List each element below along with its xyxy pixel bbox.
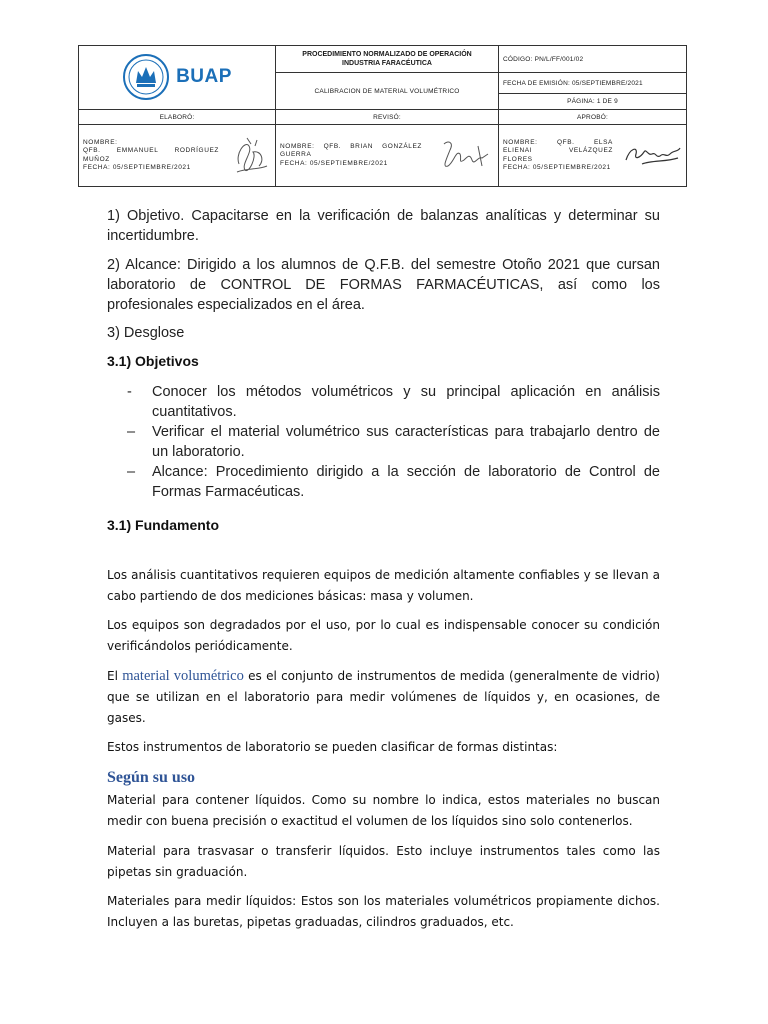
medir-paragraph: Materiales para medir líquidos: Estos son los materiales volumétricos propiamente dichos. Incluyen a las buretas, pipetas graduadas, cilindros graduados, etc. bbox=[107, 894, 660, 929]
fundamento-heading: 3.1) Fundamento bbox=[107, 517, 220, 533]
elaboro-surname-1: RODRÍGUEZ bbox=[174, 147, 219, 154]
bullet-mark: – bbox=[127, 464, 136, 480]
elaboro-title: QFB. bbox=[83, 147, 101, 154]
p3-prefix: El bbox=[107, 669, 123, 683]
reviso-date: FECHA: 05/SEPTIEMBRE/2021 bbox=[280, 159, 388, 167]
subject-cell: CALIBRACION DE MATERIAL VOLUMÉTRICO bbox=[276, 73, 499, 110]
objetivos-list bbox=[107, 382, 660, 502]
aprobo-name-label: NOMBRE: bbox=[503, 138, 538, 146]
aprobo-title: QFB. bbox=[556, 138, 575, 146]
buap-logo bbox=[122, 53, 232, 101]
desglose-heading: 3) Desglose bbox=[107, 325, 185, 341]
fundamento-paragraph-2: Los equipos son degradados por el uso, por lo cual es indispensable conocer su condición verificándolos periódicamente. bbox=[107, 618, 660, 653]
buap-seal-icon bbox=[122, 53, 170, 101]
reviso-name-label: NOMBRE: bbox=[280, 142, 315, 150]
elaboro-name-label: NOMBRE: bbox=[83, 138, 118, 146]
contener-paragraph: Material para contener líquidos. Como su nombre lo indica, estos materiales no buscan medir con buena precisión o exactitud el volumen de los líquidos sino solo contenerlos. bbox=[107, 793, 660, 828]
reviso-first-name: BRIAN bbox=[350, 142, 374, 150]
issue-date-cell: FECHA DE EMISIÓN: 05/SEPTIEMBRE/2021 bbox=[499, 73, 687, 94]
logo-cell bbox=[79, 46, 276, 110]
p3-rest: es el conjunto de instrumentos de medida (generalmente de vidrio) que se utilizan en el laboratorio para medir volúmenes de líquidos y, en ocasiones, de gases. bbox=[107, 669, 660, 725]
material-volumetrico-paragraph bbox=[107, 666, 660, 729]
list-item bbox=[107, 462, 660, 502]
objetivos-heading: 3.1) Objetivos bbox=[107, 353, 199, 369]
elaboro-surname-2: MUÑOZ bbox=[83, 155, 110, 163]
list-item-text: Alcance: Procedimiento dirigido a la sección de laboratorio de Control de Formas Farmacéuticas. bbox=[152, 464, 660, 500]
aprobo-first-name: ELSA bbox=[593, 138, 613, 146]
reviso-surname-1: GONZÁLEZ bbox=[382, 142, 422, 150]
elaboro-label: ELABORÓ: bbox=[79, 110, 276, 125]
reviso-cell bbox=[276, 125, 499, 187]
fundamento-paragraph-1: Los análisis cuantitativos requieren equipos de medición altamente confiables y se llevan a cabo partiendo de dos mediciones básicas: masa y volumen. bbox=[107, 568, 660, 603]
list-item bbox=[107, 422, 660, 462]
bullet-mark: - bbox=[127, 384, 132, 400]
reviso-label: REVISÓ: bbox=[276, 110, 499, 125]
elaboro-first-name: EMMANUEL bbox=[116, 147, 159, 154]
page-number-cell: PÁGINA: 1 DE 9 bbox=[499, 94, 687, 110]
aprobo-surname-1: VELÁZQUEZ bbox=[568, 147, 613, 154]
aprobo-cell bbox=[499, 125, 687, 187]
list-item-text: Verificar el material volumétrico sus características para trabajarlo dentro de un laboratorio. bbox=[152, 424, 660, 460]
reviso-surname-2: GUERRA bbox=[280, 151, 312, 159]
procedure-title-line1: PROCEDIMIENTO NORMALIZADO DE OPERACIÓN bbox=[302, 51, 472, 58]
elaboro-cell bbox=[79, 125, 276, 187]
material-volumetrico-link[interactable]: material volumétrico bbox=[122, 668, 244, 684]
signature-elaboro-icon bbox=[231, 134, 271, 178]
signature-reviso-icon bbox=[438, 136, 494, 176]
code-cell: CÓDIGO: PN/L/FF/001/02 bbox=[499, 46, 687, 73]
reviso-title: QFB. bbox=[323, 142, 342, 150]
procedure-title-line2: INDUSTRIA FARACÉUTICA bbox=[342, 60, 432, 67]
procedure-title-cell bbox=[276, 46, 499, 73]
signature-aprobo-icon bbox=[622, 138, 682, 174]
alcance-paragraph: 2) Alcance: Dirigido a los alumnos de Q.F.B. del semestre Otoño 2021 que cursan laboratorio de CONTROL DE FORMAS FARMACÉUTICAS, así como los profesionales especializados en el área. bbox=[107, 257, 660, 313]
aprobo-surname-2: FLORES bbox=[503, 155, 533, 163]
list-item bbox=[107, 382, 660, 422]
list-item-text: Conocer los métodos volumétricos y su principal aplicación en análisis cuantitativos. bbox=[152, 384, 660, 420]
elaboro-date: FECHA: 05/SEPTIEMBRE/2021 bbox=[83, 164, 191, 171]
clasificacion-paragraph: Estos instrumentos de laboratorio se pueden clasificar de formas distintas: bbox=[107, 740, 558, 754]
segun-su-uso-heading: Según su uso bbox=[107, 769, 196, 786]
bullet-mark: – bbox=[127, 424, 136, 440]
aprobo-date: FECHA: 05/SEPTIEMBRE/2021 bbox=[503, 164, 611, 171]
aprobo-second-name: ELIENAI bbox=[503, 147, 533, 154]
aprobo-label: APROBÓ: bbox=[499, 110, 687, 125]
header-table bbox=[78, 45, 687, 187]
trasvasar-paragraph: Material para trasvasar o transferir líquidos. Esto incluye instrumentos tales como las pipetas sin graduación. bbox=[107, 844, 660, 879]
objetivo-paragraph: 1) Objetivo. Capacitarse en la verificación de balanzas analíticas y determinar su incertidumbre. bbox=[107, 208, 660, 244]
buap-wordmark: BUAP bbox=[176, 65, 232, 87]
